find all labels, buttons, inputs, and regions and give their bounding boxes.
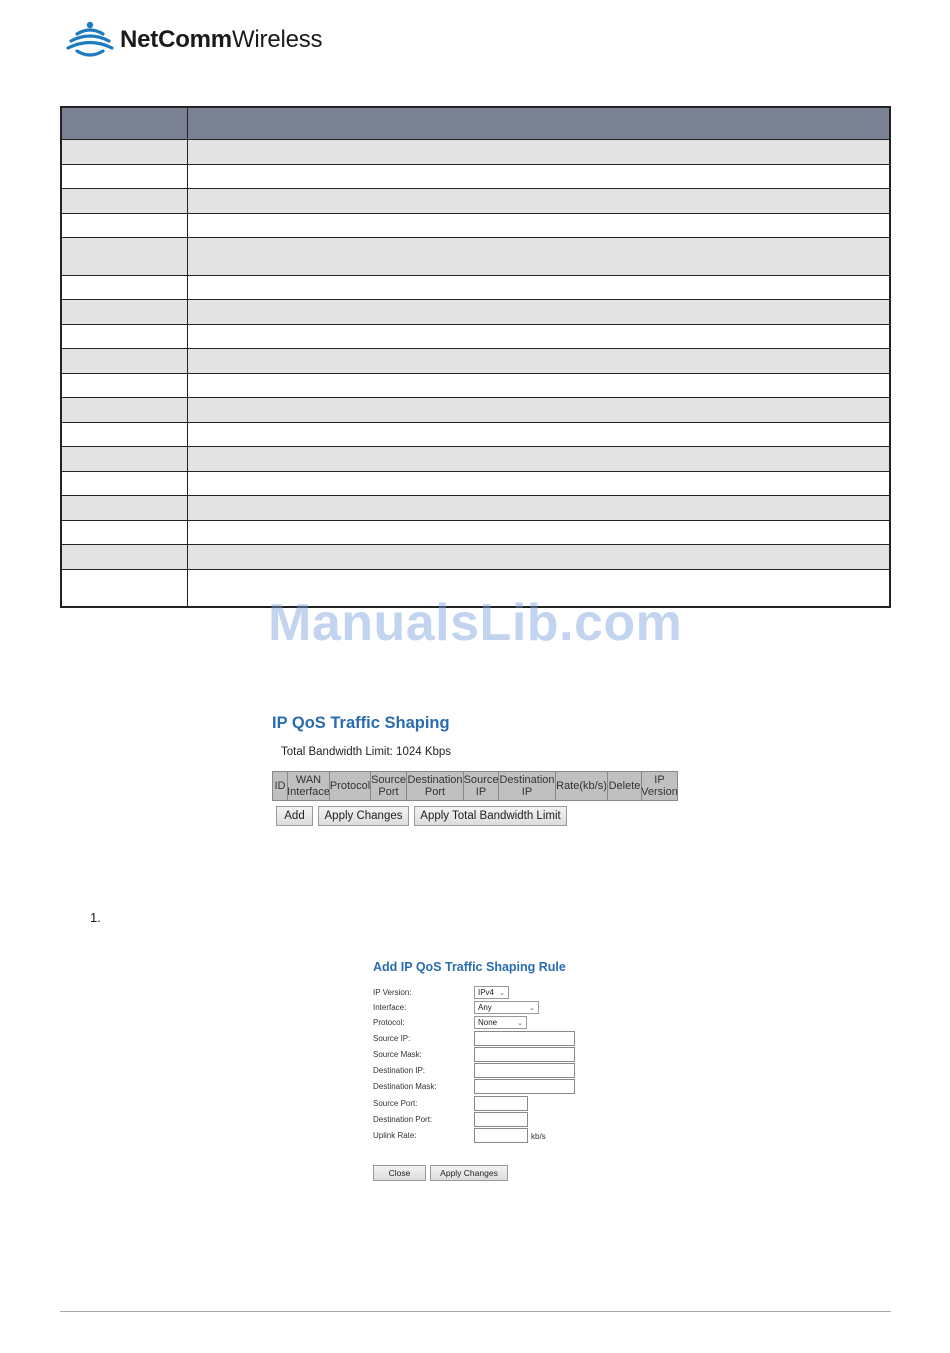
column-header: Source Port	[371, 774, 406, 798]
bandwidth-limit-text: Total Bandwidth Limit: 1024 Kbps	[281, 746, 452, 758]
spec-table	[60, 106, 891, 608]
chevron-down-icon: ⌄	[529, 1005, 535, 1012]
source-port-input[interactable]	[474, 1096, 528, 1111]
table-row	[62, 495, 889, 520]
destination-ip-input[interactable]	[474, 1063, 575, 1078]
brand-name: NetCommWireless	[120, 26, 323, 53]
apply-changes-rule-button[interactable]: Apply Changes	[430, 1165, 508, 1181]
uplink-rate-unit: kb/s	[531, 1132, 546, 1141]
table-row	[62, 299, 889, 324]
rule-form-title: Add IP QoS Traffic Shaping Rule	[373, 960, 566, 974]
table-row	[62, 471, 889, 495]
table-row	[62, 544, 889, 569]
add-button[interactable]: Add	[276, 806, 313, 826]
column-header: ID	[274, 780, 286, 792]
source-port-label: Source Port:	[373, 1099, 418, 1108]
uplink-rate-label: Uplink Rate:	[373, 1131, 417, 1140]
column-header: Destination IP	[499, 774, 555, 798]
wifi-signal-icon	[66, 18, 114, 62]
protocol-label: Protocol:	[373, 1018, 405, 1027]
footer-divider	[60, 1311, 891, 1312]
column-header: Destination Port	[407, 774, 463, 798]
source-ip-input[interactable]	[474, 1031, 575, 1046]
interface-label: Interface:	[373, 1003, 407, 1012]
column-header: IP Version	[641, 774, 678, 798]
table-row	[62, 348, 889, 373]
protocol-select[interactable]: None ⌄	[474, 1016, 527, 1029]
column-header: Protocol	[329, 772, 370, 800]
ip-version-label: IP Version:	[373, 988, 412, 997]
chevron-down-icon: ⌄	[499, 990, 505, 997]
destination-mask-input[interactable]	[474, 1079, 575, 1094]
destination-ip-label: Destination IP:	[373, 1066, 426, 1075]
uplink-rate-input[interactable]	[474, 1128, 528, 1143]
source-mask-label: Source Mask:	[373, 1050, 422, 1059]
table-row	[62, 397, 889, 422]
apply-total-bandwidth-button[interactable]: Apply Total Bandwidth Limit	[414, 806, 567, 826]
table-row	[62, 373, 889, 397]
watermark: ManualsLib.com	[268, 594, 683, 652]
interface-select[interactable]: Any ⌄	[474, 1001, 539, 1014]
step-number: 1.	[90, 910, 101, 925]
destination-mask-label: Destination Mask:	[373, 1082, 437, 1091]
column-header: WAN Interface	[287, 774, 330, 798]
destination-port-input[interactable]	[474, 1112, 528, 1127]
destination-port-label: Destination Port:	[373, 1115, 433, 1124]
table-row	[62, 139, 889, 164]
close-button[interactable]: Close	[373, 1165, 426, 1181]
table-row	[62, 213, 889, 237]
table-row	[62, 520, 889, 544]
column-header: Rate(kb/s)	[555, 772, 607, 800]
table-row	[62, 422, 889, 446]
column-header: Delete	[607, 772, 641, 800]
table-row	[62, 324, 889, 348]
table-row	[62, 164, 889, 188]
chevron-down-icon: ⌄	[517, 1020, 523, 1027]
source-ip-label: Source IP:	[373, 1034, 411, 1043]
brand-logo	[66, 18, 322, 62]
ip-version-select[interactable]: IPv4 ⌄	[474, 986, 509, 999]
source-mask-input[interactable]	[474, 1047, 575, 1062]
qos-rules-table-header	[272, 771, 678, 801]
column-header: Source IP	[463, 774, 499, 798]
qos-title: IP QoS Traffic Shaping	[272, 714, 450, 732]
table-row	[62, 275, 889, 299]
apply-changes-button[interactable]: Apply Changes	[318, 806, 409, 826]
table-header-row	[62, 108, 889, 139]
table-row	[62, 237, 889, 275]
table-row	[62, 188, 889, 213]
table-row	[62, 446, 889, 471]
